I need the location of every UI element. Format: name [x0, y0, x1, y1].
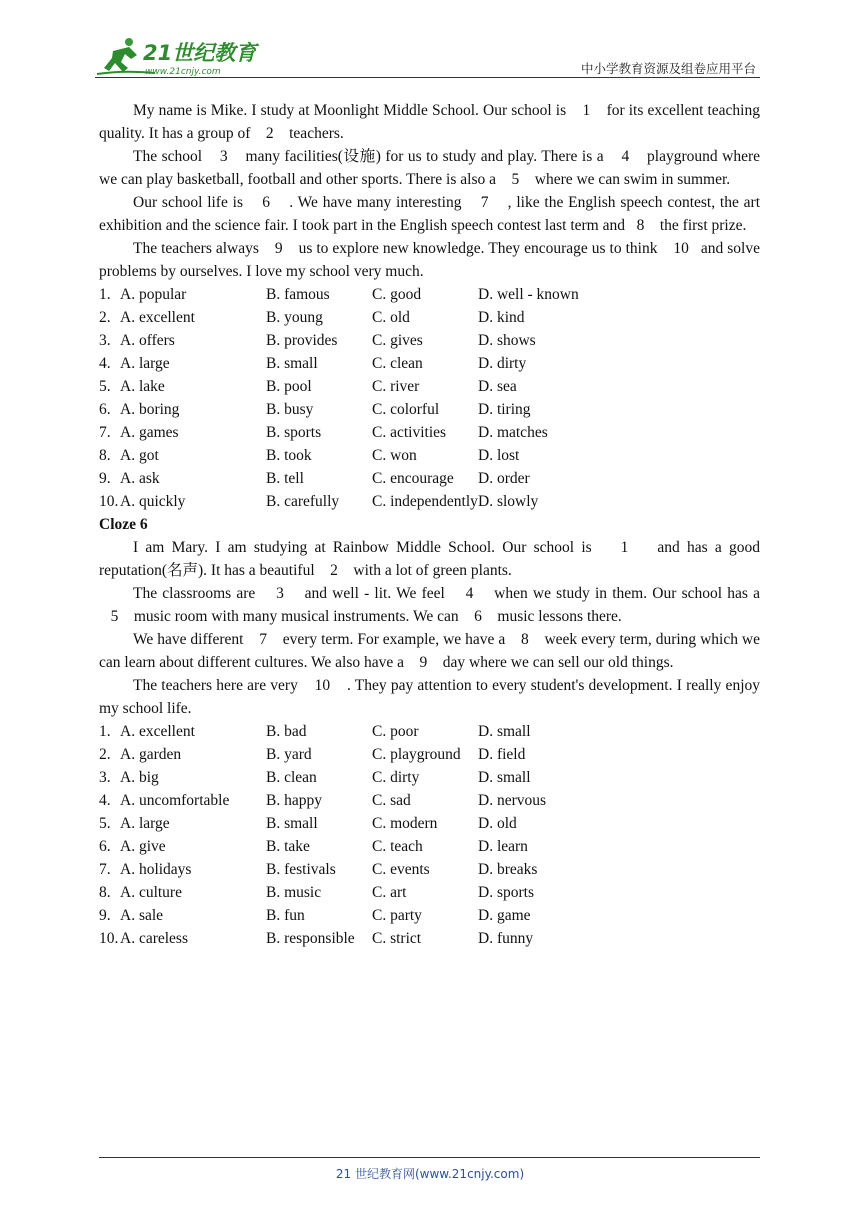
- option-c: C. dirty: [372, 769, 420, 786]
- option-c: C. won: [372, 447, 417, 464]
- option-b: B. pool: [266, 378, 312, 395]
- option-b: B. tell: [266, 470, 304, 487]
- option-c: C. sad: [372, 792, 411, 809]
- question-number: 10.: [99, 930, 119, 947]
- option-a: A. ask: [120, 470, 160, 487]
- option-c: C. colorful: [372, 401, 440, 418]
- header-divider: [95, 77, 760, 78]
- option-row: [99, 904, 760, 927]
- option-a: A. large: [120, 815, 170, 832]
- option-b: B. small: [266, 815, 318, 832]
- passage-paragraph: The teachers always 9 us to explore new knowledge. They encourage us to think 10 and solve problems by ourselves. I love my school very much.: [99, 240, 760, 280]
- question-number: 7.: [99, 424, 111, 441]
- option-row: [99, 766, 760, 789]
- passage-paragraph: We have different 7 every term. For example, we have a 8 week every term, during which we can learn about different cultures. We also have a 9 day where we can sell our old things.: [99, 631, 760, 671]
- question-number: 4.: [99, 355, 111, 372]
- option-b: B. take: [266, 838, 310, 855]
- option-d: D. learn: [478, 838, 528, 855]
- option-a: A. excellent: [120, 723, 195, 740]
- option-d: D. well - known: [478, 286, 579, 303]
- option-c: C. poor: [372, 723, 419, 740]
- option-b: B. young: [266, 309, 323, 326]
- option-a: A. give: [120, 838, 166, 855]
- option-b: B. small: [266, 355, 318, 372]
- question-number: 4.: [99, 792, 111, 809]
- option-row: [99, 329, 760, 352]
- question-number: 5.: [99, 815, 111, 832]
- option-d: D. order: [478, 470, 530, 487]
- cloze-6: [99, 513, 760, 950]
- option-row: [99, 812, 760, 835]
- page-footer: 21 世纪教育网(www.21cnjy.com): [335, 1167, 525, 1181]
- question-number: 10.: [99, 493, 119, 510]
- passage-paragraph: I am Mary. I am studying at Rainbow Middle School. Our school is 1 and has a good reputation(名声). It has a beautiful 2 with a lot of green plants.: [99, 539, 760, 579]
- site-logo: [95, 34, 265, 78]
- option-row: [99, 444, 760, 467]
- question-number: 3.: [99, 332, 111, 349]
- option-c: C. modern: [372, 815, 438, 832]
- option-c: C. art: [372, 884, 407, 901]
- option-a: A. boring: [120, 401, 180, 418]
- options-list: [99, 283, 760, 513]
- passage-paragraph: Our school life is 6 . We have many interesting 7 , like the English speech contest, the art exhibition and the science fair. I took part in the English speech contest last term and 8 the first prize.: [99, 194, 760, 234]
- option-d: D. lost: [478, 447, 520, 464]
- option-c: C. clean: [372, 355, 423, 372]
- option-row: [99, 467, 760, 490]
- option-d: D. field: [478, 746, 526, 763]
- document-body: [99, 99, 760, 950]
- option-d: D. sea: [478, 378, 517, 395]
- option-d: D. funny: [478, 930, 534, 947]
- option-d: D. nervous: [478, 792, 547, 809]
- option-b: B. festivals: [266, 861, 336, 878]
- option-d: D. shows: [478, 332, 536, 349]
- option-a: A. quickly: [120, 493, 186, 510]
- option-row: [99, 835, 760, 858]
- logo-text: 21世纪教育: [143, 41, 257, 65]
- option-b: B. yard: [266, 746, 312, 763]
- option-c: C. old: [372, 309, 410, 326]
- cloze-5: [99, 99, 760, 513]
- option-c: C. gives: [372, 332, 423, 349]
- option-row: [99, 306, 760, 329]
- options-list: [99, 720, 760, 950]
- option-row: [99, 375, 760, 398]
- option-row: [99, 490, 760, 513]
- option-a: A. careless: [120, 930, 188, 947]
- passage-paragraph: The classrooms are 3 and well - lit. We feel 4 when we study in them. Our school has a 5 music room with many musical instruments. We can 6 music lessons there.: [99, 585, 760, 625]
- question-number: 9.: [99, 907, 111, 924]
- option-row: [99, 421, 760, 444]
- option-c: C. events: [372, 861, 430, 878]
- option-d: D. small: [478, 723, 531, 740]
- option-c: C. strict: [372, 930, 422, 947]
- section-title: Cloze 6: [99, 516, 148, 533]
- option-d: D. small: [478, 769, 531, 786]
- option-d: D. game: [478, 907, 531, 924]
- option-c: C. teach: [372, 838, 423, 855]
- passage-paragraph: The teachers here are very 10 . They pay attention to every student's development. I really enjoy my school life.: [99, 677, 760, 717]
- option-a: A. offers: [120, 332, 175, 349]
- option-b: B. carefully: [266, 493, 340, 510]
- option-b: B. sports: [266, 424, 322, 441]
- question-number: 6.: [99, 838, 111, 855]
- option-a: A. holidays: [120, 861, 192, 878]
- footer-divider: [99, 1157, 760, 1158]
- option-row: [99, 881, 760, 904]
- option-row: [99, 858, 760, 881]
- passage-paragraph: My name is Mike. I study at Moonlight Middle School. Our school is 1 for its excellent teaching quality. It has a group of 2 teachers.: [99, 102, 760, 142]
- option-a: A. got: [120, 447, 159, 464]
- option-row: [99, 398, 760, 421]
- option-row: [99, 789, 760, 812]
- option-row: [99, 352, 760, 375]
- option-row: [99, 927, 760, 950]
- option-c: C. independently: [372, 493, 478, 510]
- option-d: D. kind: [478, 309, 525, 326]
- question-number: 7.: [99, 861, 111, 878]
- logo-url: www.21cnjy.com: [145, 67, 221, 77]
- option-a: A. uncomfortable: [120, 792, 230, 809]
- question-number: 2.: [99, 309, 111, 326]
- option-b: B. provides: [266, 332, 338, 349]
- option-a: A. sale: [120, 907, 164, 924]
- option-d: D. breaks: [478, 861, 538, 878]
- option-c: C. party: [372, 907, 422, 924]
- option-row: [99, 743, 760, 766]
- option-b: B. music: [266, 884, 322, 901]
- option-a: A. lake: [120, 378, 165, 395]
- platform-title: 中小学教育资源及组卷应用平台: [580, 61, 756, 76]
- option-d: D. tiring: [478, 401, 531, 418]
- option-row: [99, 283, 760, 306]
- question-number: 5.: [99, 378, 111, 395]
- question-number: 3.: [99, 769, 111, 786]
- question-number: 8.: [99, 884, 111, 901]
- question-number: 2.: [99, 746, 111, 763]
- option-b: B. took: [266, 447, 312, 464]
- option-a: A. games: [120, 424, 179, 441]
- option-b: B. fun: [266, 907, 305, 924]
- passage-paragraph: The school 3 many facilities(设施) for us to study and play. There is a 4 playground where we can play basketball, football and other sports. There is also a 5 where we can swim in summer.: [99, 148, 760, 188]
- option-b: B. clean: [266, 769, 317, 786]
- option-c: C. good: [372, 286, 422, 303]
- option-d: D. slowly: [478, 493, 539, 510]
- question-number: 6.: [99, 401, 111, 418]
- option-b: B. bad: [266, 723, 307, 740]
- option-b: B. happy: [266, 792, 322, 809]
- option-row: [99, 720, 760, 743]
- option-a: A. large: [120, 355, 170, 372]
- question-number: 9.: [99, 470, 111, 487]
- question-number: 1.: [99, 723, 111, 740]
- question-number: 8.: [99, 447, 111, 464]
- option-d: D. sports: [478, 884, 534, 901]
- option-b: B. responsible: [266, 930, 355, 947]
- option-c: C. river: [372, 378, 420, 395]
- option-c: C. encourage: [372, 470, 454, 487]
- option-a: A. popular: [120, 286, 187, 303]
- option-a: A. culture: [120, 884, 182, 901]
- option-b: B. busy: [266, 401, 314, 418]
- page-header: [95, 34, 760, 80]
- option-c: C. activities: [372, 424, 447, 441]
- option-a: A. garden: [120, 746, 182, 763]
- option-d: D. dirty: [478, 355, 527, 372]
- option-b: B. famous: [266, 286, 330, 303]
- option-c: C. playground: [372, 746, 461, 763]
- option-d: D. matches: [478, 424, 548, 441]
- question-number: 1.: [99, 286, 111, 303]
- option-a: A. excellent: [120, 309, 195, 326]
- option-d: D. old: [478, 815, 517, 832]
- option-a: A. big: [120, 769, 159, 786]
